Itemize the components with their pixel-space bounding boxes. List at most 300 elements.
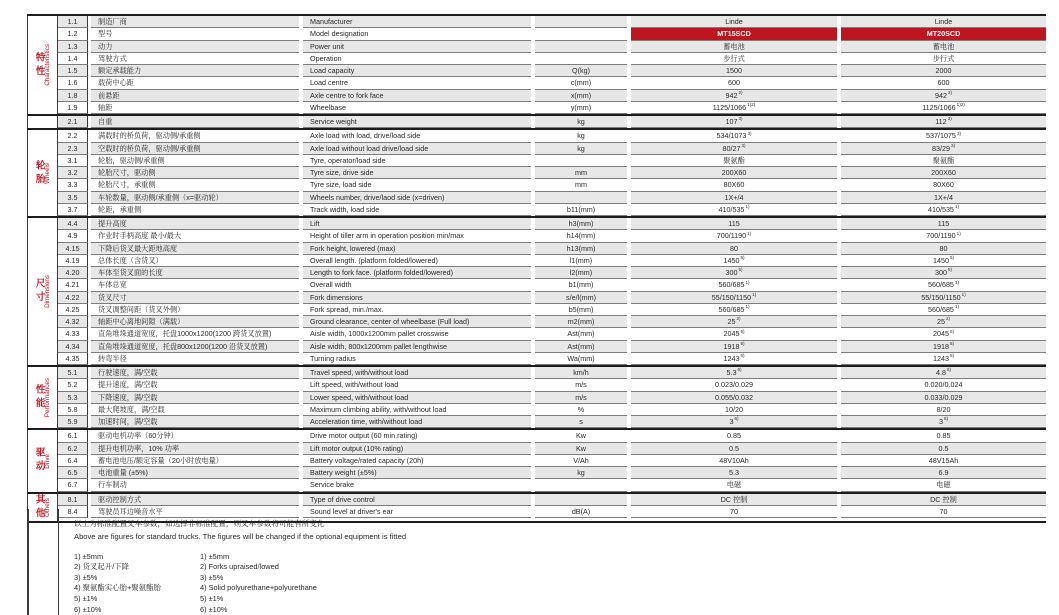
row-number: 5.2 xyxy=(58,379,88,391)
footnote-en: 4) Solid polyurethane+polyurethane xyxy=(200,583,317,593)
value-mt20scd: 电磁 xyxy=(841,479,1046,491)
description-en: Battery voltage/rated capacity (20h) xyxy=(303,455,531,467)
description-en: Aisle width, 1000x1200mm pallet crosswise xyxy=(303,328,531,340)
note-reference: 5) xyxy=(740,340,745,346)
value-mt20scd: 2045 $^{5)}$ xyxy=(841,328,1046,340)
footnote-en: 3) ±5% xyxy=(200,572,224,582)
row-number: 4.32 xyxy=(58,316,88,328)
value-mt15scd: 电磁 xyxy=(631,479,837,491)
footnote-cn: 5) ±1% xyxy=(74,593,98,603)
category-label xyxy=(27,218,58,365)
value-mt20scd: 70 xyxy=(841,506,1046,518)
value-mt20scd: 蓄电池 xyxy=(841,41,1046,53)
unit: b5(mm) xyxy=(535,304,627,316)
table-row xyxy=(58,455,1046,467)
value-mt15scd: 80/27 $^{3)}$ xyxy=(631,143,837,155)
table-row xyxy=(58,167,1046,179)
description-en: Turning radius xyxy=(303,353,531,365)
unit: dB(A) xyxy=(535,506,627,518)
note-reference: 5) xyxy=(949,255,955,261)
value-mt20scd: 560/685 $^{1)}$ xyxy=(841,279,1046,291)
row-number: 2.3 xyxy=(58,143,88,155)
value-mt15scd: 5.3 $^{6)}$ xyxy=(631,367,837,379)
description-cn: 车体总宽 xyxy=(91,279,299,291)
table-row xyxy=(58,443,1046,455)
footnote-en: 2) Forks upraised/lowed xyxy=(200,562,279,572)
footer-notes xyxy=(74,518,406,615)
row-number: 4.4 xyxy=(58,218,88,230)
description-cn: 驾驶员耳边噪音水平 xyxy=(91,506,299,518)
footnote-cn: 3) ±5% xyxy=(74,572,98,582)
value-mt20scd: 115 xyxy=(841,218,1046,230)
value-mt20scd: 600 xyxy=(841,77,1046,89)
value-mt15scd: 80 xyxy=(631,243,837,255)
footnote-cn: 1) ±5mm xyxy=(74,551,104,561)
note-reference: 5) xyxy=(947,267,953,273)
value-mt20scd: 25 $^{2)}$ xyxy=(841,316,1046,328)
row-number: 1.8 xyxy=(58,90,88,102)
table-row xyxy=(58,41,1046,53)
category-label xyxy=(27,367,58,428)
table-row xyxy=(58,367,1046,379)
note-reference: 1) xyxy=(961,291,966,297)
description-en: Travel speed, with/without load xyxy=(303,367,531,379)
table-row xyxy=(58,279,1046,291)
value-mt15scd: 0.055/0.032 xyxy=(631,392,837,404)
footnote-cn: 4) 聚氨酯实心胎+聚氨酯胎 xyxy=(74,583,161,593)
row-number: 5.8 xyxy=(58,404,88,416)
unit: Kw xyxy=(535,430,627,442)
unit: V/Ah xyxy=(535,455,627,467)
note-reference: 3) xyxy=(950,142,956,148)
note-reference: 1) xyxy=(745,304,750,310)
value-mt20scd: 0.85 xyxy=(841,430,1046,442)
description-en: Axle centre to fork face xyxy=(303,90,531,102)
description-en: Service weight xyxy=(303,116,531,128)
section-rows xyxy=(58,367,1046,428)
value-mt15scd: 2045 $^{5)}$ xyxy=(631,328,837,340)
unit: c(mm) xyxy=(535,77,627,89)
category-label-en: Others xyxy=(43,497,51,517)
unit: h3(mm) xyxy=(535,218,627,230)
description-cn: 行驶速度，满/空载 xyxy=(91,367,299,379)
note-reference: 5) xyxy=(949,328,955,334)
value-mt15scd: 1X+/4 xyxy=(631,192,837,204)
value-mt15scd: DC 控制 xyxy=(631,494,837,506)
description-cn: 转弯半径 xyxy=(91,353,299,365)
notes-column-cn xyxy=(74,552,200,615)
unit: x(mm) xyxy=(535,90,627,102)
row-number: 1.3 xyxy=(58,41,88,53)
description-en: Tyre size, drive side xyxy=(303,167,531,179)
value-mt15scd: 1918 $^{5)}$ xyxy=(631,341,837,353)
note-reference: 1) xyxy=(954,204,960,210)
description-cn: 载荷中心距 xyxy=(91,77,299,89)
unit: b11(mm) xyxy=(535,204,627,216)
description-en: Fork dimensions xyxy=(303,292,531,304)
table-row xyxy=(58,155,1046,167)
note-reference: 1) xyxy=(745,279,750,285)
category-label xyxy=(27,430,58,491)
row-number: 8.4 xyxy=(58,506,88,518)
table-row xyxy=(58,243,1046,255)
table-row xyxy=(58,506,1046,518)
value-mt15scd: 80X60 xyxy=(631,179,837,191)
spec-section xyxy=(27,430,1046,493)
description-en: Tyre, operator/load side xyxy=(303,155,531,167)
unit xyxy=(535,16,627,28)
unit: Q(kg) xyxy=(535,65,627,77)
note-reference: 3) xyxy=(956,130,962,136)
value-mt15scd: 560/685 $^{1)}$ xyxy=(631,279,837,291)
table-row xyxy=(58,467,1046,479)
note-reference: 3) xyxy=(747,130,752,136)
row-number: 2.2 xyxy=(58,130,88,142)
unit: l1(mm) xyxy=(535,255,627,267)
row-number: 3.5 xyxy=(58,192,88,204)
value-mt20scd: 1125/1066 $^{1)2)}$ xyxy=(841,102,1046,114)
unit: m/s xyxy=(535,379,627,391)
note-reference: 1) xyxy=(954,279,960,285)
row-number: 4.21 xyxy=(58,279,88,291)
description-cn: 额定承载能力 xyxy=(91,65,299,77)
footer-disclaimer-cn: 以上为标准配置叉车参数，如选择非标准配置，则叉车参数将可能有所变化 xyxy=(74,519,325,528)
note-reference: 1) xyxy=(745,204,750,210)
table-row xyxy=(58,341,1046,353)
table-row xyxy=(58,479,1046,491)
value-mt20scd: 942 $^{2)}$ xyxy=(841,90,1046,102)
description-cn: 直角堆垛通道宽度，托盘800x1200(1200 沿货叉放置) xyxy=(91,341,299,353)
value-mt20scd: 1450 $^{5)}$ xyxy=(841,255,1046,267)
value-mt15scd: 410/535 $^{1)}$ xyxy=(631,204,837,216)
category-label xyxy=(27,16,58,114)
unit: kg xyxy=(535,116,627,128)
category-label xyxy=(27,130,58,216)
table-row xyxy=(58,90,1046,102)
note-reference: 5) xyxy=(949,340,955,346)
table-row xyxy=(58,102,1046,114)
category-label-en: Characteristics xyxy=(43,44,51,86)
category-label-cn: 其他 xyxy=(33,493,45,521)
unit: kg xyxy=(535,467,627,479)
category-label-cn: 驱动 xyxy=(33,447,45,475)
value-mt15scd: 3 $^{6)}$ xyxy=(631,416,837,428)
category-label-en: Wheels xyxy=(43,162,51,184)
notes-column-en xyxy=(200,552,317,615)
spec-section xyxy=(27,218,1046,367)
description-cn: 提升电机功率，10% 功率 xyxy=(91,443,299,455)
description-cn: 轮胎尺寸，承重侧 xyxy=(91,179,299,191)
value-mt15scd: 1125/1066 $^{1)2)}$ xyxy=(631,102,837,114)
description-en: Fork height, lowered (max) xyxy=(303,243,531,255)
description-en: Power unit xyxy=(303,41,531,53)
description-cn: 型号 xyxy=(91,28,299,40)
value-mt15scd: 70 xyxy=(631,506,837,518)
table-row xyxy=(58,404,1046,416)
value-mt20scd: 560/685 $^{1)}$ xyxy=(841,304,1046,316)
unit xyxy=(535,155,627,167)
value-mt20scd: 3 $^{6)}$ xyxy=(841,416,1046,428)
category-column-border xyxy=(58,509,59,615)
description-en: Manufacturer xyxy=(303,16,531,28)
table-row xyxy=(58,192,1046,204)
unit: m/s xyxy=(535,392,627,404)
table-row xyxy=(58,292,1046,304)
category-label-cn: 特性 xyxy=(33,51,45,79)
unit: km/h xyxy=(535,367,627,379)
value-mt20scd: 700/1190 $^{1)}$ xyxy=(841,230,1046,242)
unit: mm xyxy=(535,167,627,179)
value-mt15scd: 560/685 $^{1)}$ xyxy=(631,304,837,316)
description-en: Ground clearance, center of wheelbase (Full load) xyxy=(303,316,531,328)
row-number: 5.3 xyxy=(58,392,88,404)
table-row xyxy=(58,392,1046,404)
section-rows xyxy=(58,218,1046,365)
footer-disclaimer-en: Above are figures for standard trucks. The figures will be changed if the optional equipment is fitted xyxy=(74,531,407,541)
footnote-cn: 2) 货叉起升/下降 xyxy=(74,562,130,572)
description-en: Wheels number, drive/laod side (x=driven) xyxy=(303,192,531,204)
unit: b1(mm) xyxy=(535,279,627,291)
note-reference: 1)2) xyxy=(956,102,965,108)
description-cn: 轮胎，驱动侧/承重侧 xyxy=(91,155,299,167)
section-rows xyxy=(58,116,1046,128)
table-row xyxy=(58,416,1046,428)
value-mt20scd: 410/535 $^{1)}$ xyxy=(841,204,1046,216)
value-mt15scd: 1243 $^{5)}$ xyxy=(631,353,837,365)
footnote-en: 1) ±5mm xyxy=(200,551,230,561)
note-reference: 5) xyxy=(740,353,745,359)
description-en: Lift speed, with/without load xyxy=(303,379,531,391)
row-number: 4.9 xyxy=(58,230,88,242)
description-cn: 驱动控制方式 xyxy=(91,494,299,506)
row-number: 6.7 xyxy=(58,479,88,491)
table-row xyxy=(58,353,1046,365)
value-mt20scd: 83/29 $^{3)}$ xyxy=(841,143,1046,155)
value-mt20scd: MT20SCD xyxy=(841,28,1046,40)
description-en: Type of drive control xyxy=(303,494,531,506)
spec-section xyxy=(27,130,1046,218)
section-rows xyxy=(58,16,1046,114)
value-mt20scd: 300 $^{5)}$ xyxy=(841,267,1046,279)
table-row xyxy=(58,179,1046,191)
row-number: 1.5 xyxy=(58,65,88,77)
description-en: Wheelbase xyxy=(303,102,531,114)
footnote-en: 5) ±1% xyxy=(200,593,224,603)
spec-section xyxy=(27,367,1046,430)
row-number: 6.2 xyxy=(58,443,88,455)
description-en: Axle load with load, drive/load side xyxy=(303,130,531,142)
description-cn: 前悬距 xyxy=(91,90,299,102)
description-cn: 提升速度，满/空载 xyxy=(91,379,299,391)
value-mt20scd: Linde xyxy=(841,16,1046,28)
row-number: 3.7 xyxy=(58,204,88,216)
table-left-border xyxy=(27,509,29,615)
note-reference: 5) xyxy=(740,328,745,334)
unit: % xyxy=(535,404,627,416)
value-mt15scd: 0.023/0.029 xyxy=(631,379,837,391)
note-reference: 1) xyxy=(752,291,757,297)
value-mt20scd: 1X+/4 xyxy=(841,192,1046,204)
spec-section xyxy=(27,116,1046,130)
value-mt20scd: 2000 xyxy=(841,65,1046,77)
category-label-cn: 性能 xyxy=(33,384,45,412)
note-reference: 5) xyxy=(949,353,955,359)
value-mt20scd: 55/150/1150 $^{1)}$ xyxy=(841,292,1046,304)
value-mt15scd: 10/20 xyxy=(631,404,837,416)
description-cn: 蓄电池电压/额定容量（20小时放电量） xyxy=(91,455,299,467)
notes-columns xyxy=(74,552,406,615)
description-cn: 空载时的桥负荷，驱动侧/承重侧 xyxy=(91,143,299,155)
table-row xyxy=(58,28,1046,40)
description-cn: 下降速度，满/空载 xyxy=(91,392,299,404)
value-mt15scd: 200X60 xyxy=(631,167,837,179)
value-mt15scd: 600 xyxy=(631,77,837,89)
value-mt15scd: 聚氨酯 xyxy=(631,155,837,167)
table-row xyxy=(58,16,1046,28)
table-row xyxy=(58,218,1046,230)
unit: Wa(mm) xyxy=(535,353,627,365)
table-row xyxy=(58,116,1046,128)
unit: Ast(mm) xyxy=(535,341,627,353)
table-row xyxy=(58,53,1046,65)
note-reference: 1) xyxy=(747,230,752,236)
description-en: Sound level at driver's ear xyxy=(303,506,531,518)
description-en: Acceleration time, with/without load xyxy=(303,416,531,428)
value-mt15scd: 0.85 xyxy=(631,430,837,442)
description-en: Operation xyxy=(303,53,531,65)
description-en: Overall width xyxy=(303,279,531,291)
row-number: 4.19 xyxy=(58,255,88,267)
note-reference: 2) xyxy=(945,316,951,322)
unit: s xyxy=(535,416,627,428)
row-number: 6.5 xyxy=(58,467,88,479)
description-cn: 满载时的桥负荷，驱动侧/承重侧 xyxy=(91,130,299,142)
description-cn: 轴距 xyxy=(91,102,299,114)
description-en: Battery weight (±5%) xyxy=(303,467,531,479)
value-mt20scd: 4.8 $^{6)}$ xyxy=(841,367,1046,379)
row-number: 3.1 xyxy=(58,155,88,167)
unit: s/e/l(mm) xyxy=(535,292,627,304)
description-en: Load centre xyxy=(303,77,531,89)
description-cn: 驱动电机功率（60分钟） xyxy=(91,430,299,442)
description-en: Tyre size, load side xyxy=(303,179,531,191)
note-reference: 6) xyxy=(737,367,742,373)
description-cn: 轴距中心离地间隙（满载） xyxy=(91,316,299,328)
unit xyxy=(535,41,627,53)
section-rows xyxy=(58,430,1046,491)
value-mt20scd: 48V15Ah xyxy=(841,455,1046,467)
description-cn: 动力 xyxy=(91,41,299,53)
value-mt15scd: 步行式 xyxy=(631,53,837,65)
description-cn: 加速时间，满/空载 xyxy=(91,416,299,428)
description-cn: 提升高度 xyxy=(91,218,299,230)
description-en: Track width, load side xyxy=(303,204,531,216)
row-number: 1.2 xyxy=(58,28,88,40)
category-label xyxy=(27,494,58,521)
row-number: 1.4 xyxy=(58,53,88,65)
description-cn: 制造厂商 xyxy=(91,16,299,28)
row-number: 6.4 xyxy=(58,455,88,467)
row-number: 4.22 xyxy=(58,292,88,304)
table-row xyxy=(58,379,1046,391)
value-mt20scd: 0.020/0.024 xyxy=(841,379,1046,391)
note-reference: 2) xyxy=(736,316,741,322)
description-cn: 自重 xyxy=(91,116,299,128)
note-reference: 6) xyxy=(946,367,952,373)
unit: Kw xyxy=(535,443,627,455)
description-cn: 轮胎尺寸，驱动侧 xyxy=(91,167,299,179)
table-row xyxy=(58,204,1046,216)
value-mt15scd: 942 $^{2)}$ xyxy=(631,90,837,102)
row-number: 3.3 xyxy=(58,179,88,191)
value-mt15scd: 48V10Ah xyxy=(631,455,837,467)
description-en: Overall length. (platform folded/lowered) xyxy=(303,255,531,267)
row-number: 5.9 xyxy=(58,416,88,428)
value-mt20scd: 8/20 xyxy=(841,404,1046,416)
value-mt20scd: 200X60 xyxy=(841,167,1046,179)
row-number: 1.1 xyxy=(58,16,88,28)
category-label-en: Performances xyxy=(43,378,51,418)
unit xyxy=(535,28,627,40)
value-mt15scd: Linde xyxy=(631,16,837,28)
unit xyxy=(535,192,627,204)
table-row xyxy=(58,267,1046,279)
value-mt20scd: 537/1075 $^{3)}$ xyxy=(841,130,1046,142)
table-row xyxy=(58,494,1046,506)
section-rows xyxy=(58,494,1046,521)
description-cn: 行车制动 xyxy=(91,479,299,491)
spec-section xyxy=(27,16,1046,116)
unit: h13(mm) xyxy=(535,243,627,255)
value-mt20scd: 聚氨酯 xyxy=(841,155,1046,167)
row-number: 4.33 xyxy=(58,328,88,340)
value-mt20scd: 0.5 xyxy=(841,443,1046,455)
table-row xyxy=(58,130,1046,142)
description-en: Axle load without load drive/load side xyxy=(303,143,531,155)
row-number: 4.34 xyxy=(58,341,88,353)
note-reference: 3) xyxy=(738,116,743,122)
value-mt15scd: 700/1190 $^{1)}$ xyxy=(631,230,837,242)
note-reference: 5) xyxy=(738,267,743,273)
value-mt15scd: 55/150/1150 $^{1)}$ xyxy=(631,292,837,304)
value-mt15scd: 300 $^{5)}$ xyxy=(631,267,837,279)
description-en: Model designation xyxy=(303,28,531,40)
description-en: Maximum climbing ability, with/without load xyxy=(303,404,531,416)
row-number: 1.9 xyxy=(58,102,88,114)
footnote-cn: 6) ±10% xyxy=(74,604,102,614)
section-rows xyxy=(58,130,1046,216)
value-mt20scd: 1918 $^{5)}$ xyxy=(841,341,1046,353)
description-cn: 货叉尺寸 xyxy=(91,292,299,304)
note-reference: 3) xyxy=(741,142,746,148)
value-mt15scd: 1450 $^{5)}$ xyxy=(631,255,837,267)
description-en: Drive motor output (60 min.rating) xyxy=(303,430,531,442)
description-cn: 下降后货叉最大距地高度 xyxy=(91,243,299,255)
note-reference: 3) xyxy=(947,116,952,122)
description-en: Length to fork face. (platform folded/lowered) xyxy=(303,267,531,279)
table-row xyxy=(58,430,1046,442)
note-reference: 2) xyxy=(738,89,743,95)
category-label-en: Drive xyxy=(43,453,51,469)
value-mt15scd: 1500 xyxy=(631,65,837,77)
unit: h14(mm) xyxy=(535,230,627,242)
note-reference: 6) xyxy=(943,416,949,422)
table-row xyxy=(58,65,1046,77)
value-mt20scd: 步行式 xyxy=(841,53,1046,65)
description-en: Aisle width, 800x1200mm pallet lengthwise xyxy=(303,341,531,353)
description-en: Load capacity xyxy=(303,65,531,77)
description-cn: 电池重量 (±5%) xyxy=(91,467,299,479)
